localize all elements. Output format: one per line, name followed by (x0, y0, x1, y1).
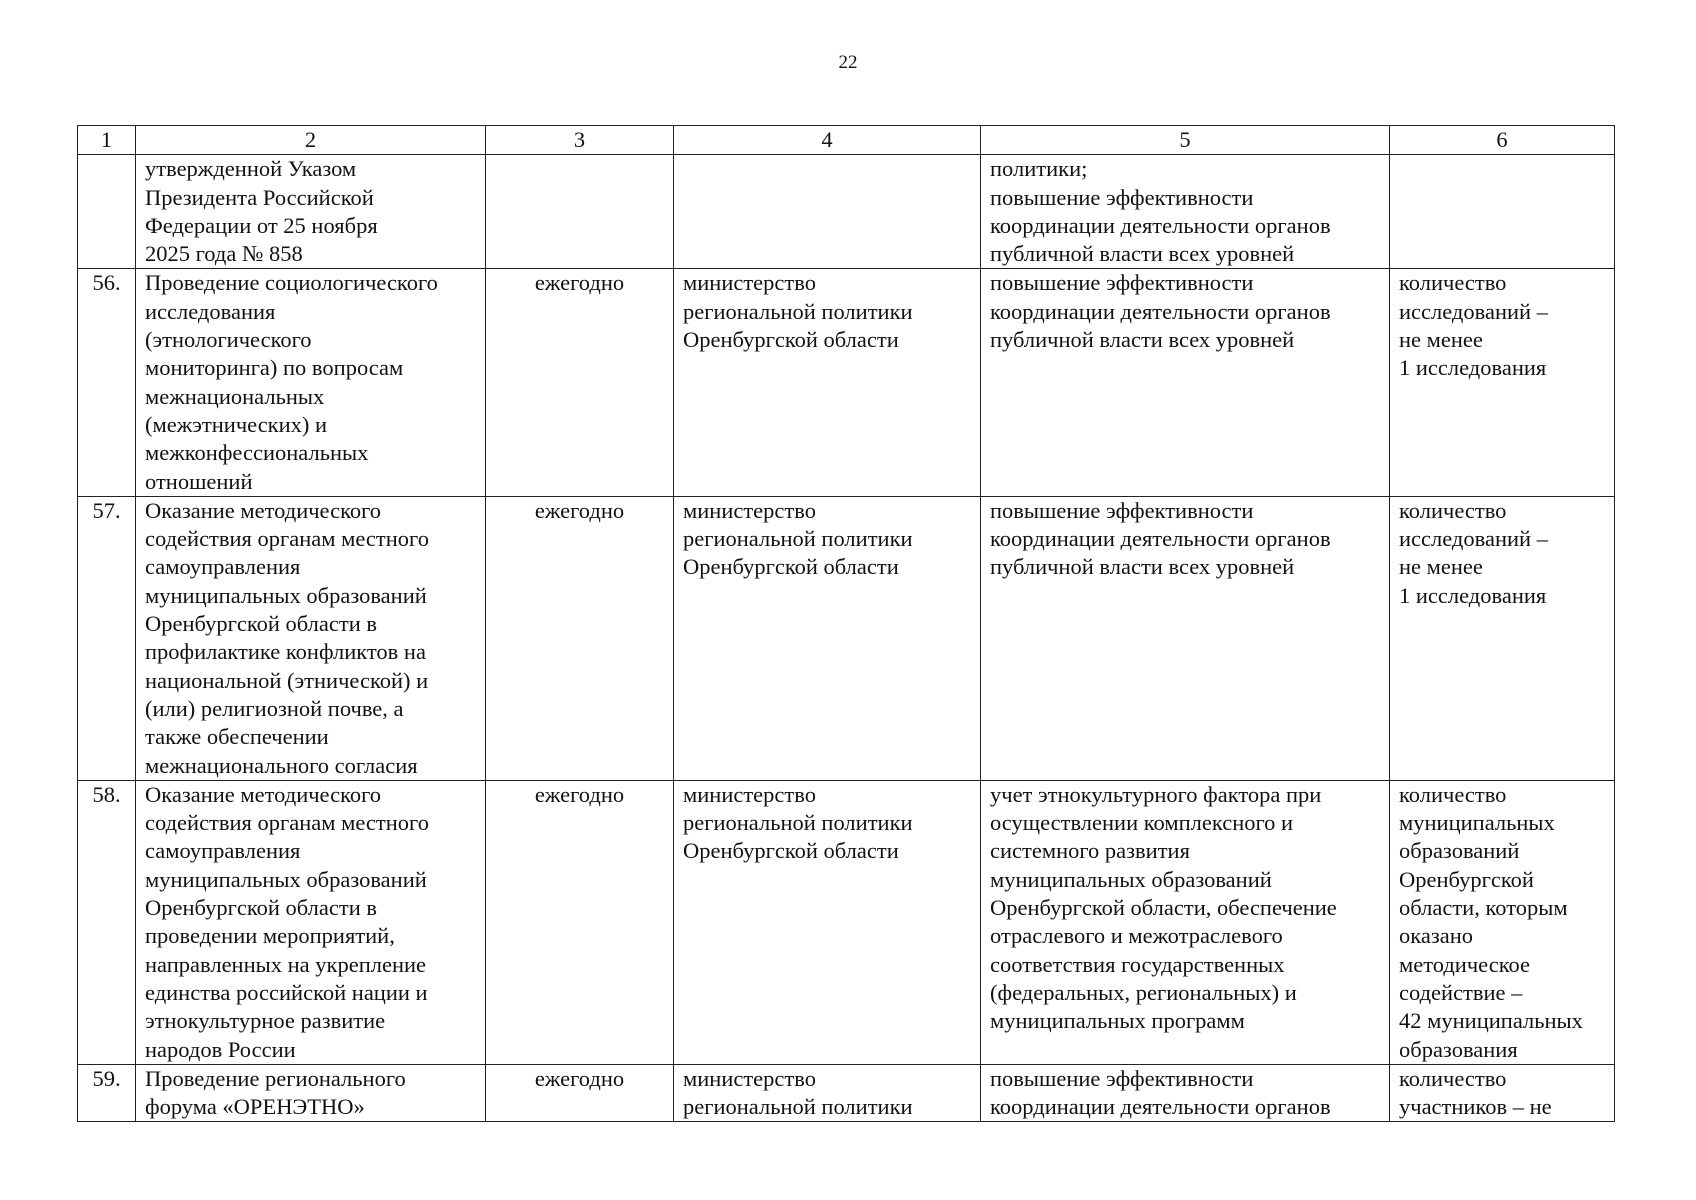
indicator-cell-line: количество (1399, 1065, 1507, 1091)
measure-cell-line: Оказание методического (145, 781, 382, 807)
result-cell (981, 496, 1390, 780)
executor-cell (674, 1064, 981, 1122)
measure-cell-line: единства российской нации и (145, 979, 428, 1005)
measure-cell (136, 496, 486, 780)
result-cell (981, 780, 1390, 1064)
col-header-3: 3 (486, 126, 674, 155)
measure-cell-line: Оказание методического (145, 497, 382, 523)
indicator-cell-line: муниципальных (1399, 810, 1555, 836)
measure-cell-line: самоуправления (145, 554, 301, 580)
measure-cell-line: Проведение социологического (145, 270, 438, 296)
executor-cell-line: Оренбургской области (683, 838, 899, 864)
table-row (78, 155, 1615, 269)
executor-cell-line: министерство (683, 497, 816, 523)
measure-cell-line: межконфессиональных (145, 440, 369, 466)
result-cell-line: координации деятельности органов (990, 212, 1331, 238)
period-cell: ежегодно (486, 780, 674, 1064)
result-cell (981, 269, 1390, 496)
result-cell-line: политики; (990, 156, 1088, 182)
result-cell-line: осуществлении комплексного и (990, 810, 1294, 836)
result-cell-line: повышение эффективности (990, 270, 1254, 296)
measure-cell (136, 155, 486, 269)
result-cell-line: координации деятельности органов (990, 526, 1331, 552)
measure-cell-line: форума «ОРЕНЭТНО» (145, 1094, 365, 1120)
executor-cell-line: региональной политики (683, 1094, 913, 1120)
table-row (78, 269, 1615, 496)
row-number: 56. (78, 269, 136, 496)
result-cell (981, 155, 1390, 269)
result-cell-line: повышение эффективности (990, 497, 1254, 523)
col-header-4: 4 (674, 126, 981, 155)
indicator-cell-line: образований (1399, 838, 1520, 864)
col-header-5: 5 (981, 126, 1390, 155)
measure-cell-line: исследования (145, 298, 276, 324)
indicator-cell-line: 1 исследования (1399, 355, 1547, 381)
indicator-cell-line: оказано (1399, 923, 1473, 949)
executor-cell-line: региональной политики (683, 810, 913, 836)
table-row (78, 780, 1615, 1064)
row-number: 57. (78, 496, 136, 780)
table-row (78, 496, 1615, 780)
measure-cell-line: (межэтнических) и (145, 411, 328, 437)
result-cell-line: публичной власти всех уровней (990, 241, 1295, 267)
result-cell-line: повышение эффективности (990, 184, 1254, 210)
col-header-6: 6 (1390, 126, 1615, 155)
measure-cell-line: утвержденной Указом (145, 156, 357, 182)
measure-cell-line: Проведение регионального (145, 1065, 406, 1091)
result-cell-line: отраслевого и межотраслевого (990, 923, 1283, 949)
plan-table (77, 125, 1615, 1122)
measure-cell-line: мониторинга) по вопросам (145, 355, 404, 381)
measure-cell-line: 2025 года № 858 (145, 241, 303, 267)
indicator-cell (1390, 496, 1615, 780)
indicator-cell-line: исследований – (1399, 526, 1548, 552)
measure-cell-line: отношений (145, 468, 253, 494)
measure-cell-line: (или) религиозной почве, а (145, 695, 404, 721)
measure-cell-line: межнациональных (145, 383, 325, 409)
measure-cell-line: самоуправления (145, 838, 301, 864)
row-number (78, 155, 136, 269)
table-row (78, 1064, 1615, 1122)
indicator-cell-line: области, которым (1399, 895, 1568, 921)
executor-cell (674, 155, 981, 269)
indicator-cell (1390, 780, 1615, 1064)
measure-cell-line: муниципальных образований (145, 866, 427, 892)
indicator-cell-line: содействие – (1399, 979, 1523, 1005)
indicator-cell (1390, 269, 1615, 496)
executor-cell-line: региональной политики (683, 298, 913, 324)
indicator-cell-line: 42 муниципальных (1399, 1008, 1583, 1034)
indicator-cell-line: участников – не (1399, 1094, 1552, 1120)
executor-cell (674, 269, 981, 496)
measure-cell-line: этнокультурное развитие (145, 1008, 386, 1034)
indicator-cell-line: методическое (1399, 951, 1531, 977)
executor-cell-line: министерство (683, 1065, 816, 1091)
page-number: 22 (838, 52, 858, 73)
measure-cell-line: (этнологического (145, 327, 312, 353)
measure-cell-line: межнационального согласия (145, 752, 418, 778)
result-cell-line: соответствия государственных (990, 951, 1285, 977)
measure-cell-line: народов России (145, 1036, 296, 1062)
indicator-cell (1390, 155, 1615, 269)
indicator-cell (1390, 1064, 1615, 1122)
indicator-cell-line: образования (1399, 1036, 1518, 1062)
period-cell: ежегодно (486, 269, 674, 496)
measure-cell-line: национальной (этнической) и (145, 667, 429, 693)
result-cell-line: координации деятельности органов (990, 298, 1331, 324)
col-header-1: 1 (78, 126, 136, 155)
measure-cell-line: содействия органам местного (145, 526, 429, 552)
result-cell-line: системного развития (990, 838, 1190, 864)
col-header-2: 2 (136, 126, 486, 155)
measure-cell-line: проведении мероприятий, (145, 923, 395, 949)
row-number: 58. (78, 780, 136, 1064)
executor-cell-line: министерство (683, 781, 816, 807)
indicator-cell-line: количество (1399, 497, 1507, 523)
indicator-cell-line: 1 исследования (1399, 582, 1547, 608)
header-row (78, 126, 1615, 155)
measure-cell-line: Оренбургской области в (145, 611, 377, 637)
result-cell-line: муниципальных образований (990, 866, 1272, 892)
result-cell-line: публичной власти всех уровней (990, 327, 1295, 353)
period-cell (486, 155, 674, 269)
indicator-cell-line: количество (1399, 781, 1507, 807)
measure-cell (136, 1064, 486, 1122)
measure-cell (136, 269, 486, 496)
executor-cell (674, 496, 981, 780)
executor-cell-line: министерство (683, 270, 816, 296)
result-cell (981, 1064, 1390, 1122)
result-cell-line: учет этнокультурного фактора при (990, 781, 1322, 807)
measure-cell (136, 780, 486, 1064)
result-cell-line: публичной власти всех уровней (990, 554, 1295, 580)
measure-cell-line: профилактике конфликтов на (145, 639, 426, 665)
indicator-cell-line: не менее (1399, 327, 1483, 353)
indicator-cell-line: Оренбургской (1399, 866, 1534, 892)
period-cell: ежегодно (486, 1064, 674, 1122)
period-cell: ежегодно (486, 496, 674, 780)
result-cell-line: повышение эффективности (990, 1065, 1254, 1091)
executor-cell-line: Оренбургской области (683, 554, 899, 580)
result-cell-line: (федеральных, региональных) и (990, 979, 1297, 1005)
measure-cell-line: содействия органам местного (145, 810, 429, 836)
measure-cell-line: Федерации от 25 ноября (145, 212, 378, 238)
measure-cell-line: Президента Российской (145, 184, 374, 210)
executor-cell (674, 780, 981, 1064)
result-cell-line: муниципальных программ (990, 1008, 1245, 1034)
executor-cell-line: региональной политики (683, 526, 913, 552)
row-number: 59. (78, 1064, 136, 1122)
measure-cell-line: направленных на укрепление (145, 951, 427, 977)
measure-cell-line: также обеспечении (145, 724, 329, 750)
measure-cell-line: Оренбургской области в (145, 895, 377, 921)
indicator-cell-line: не менее (1399, 554, 1483, 580)
result-cell-line: координации деятельности органов (990, 1094, 1331, 1120)
executor-cell-line: Оренбургской области (683, 327, 899, 353)
measure-cell-line: муниципальных образований (145, 582, 427, 608)
indicator-cell-line: исследований – (1399, 298, 1548, 324)
result-cell-line: Оренбургской области, обеспечение (990, 895, 1337, 921)
indicator-cell-line: количество (1399, 270, 1507, 296)
